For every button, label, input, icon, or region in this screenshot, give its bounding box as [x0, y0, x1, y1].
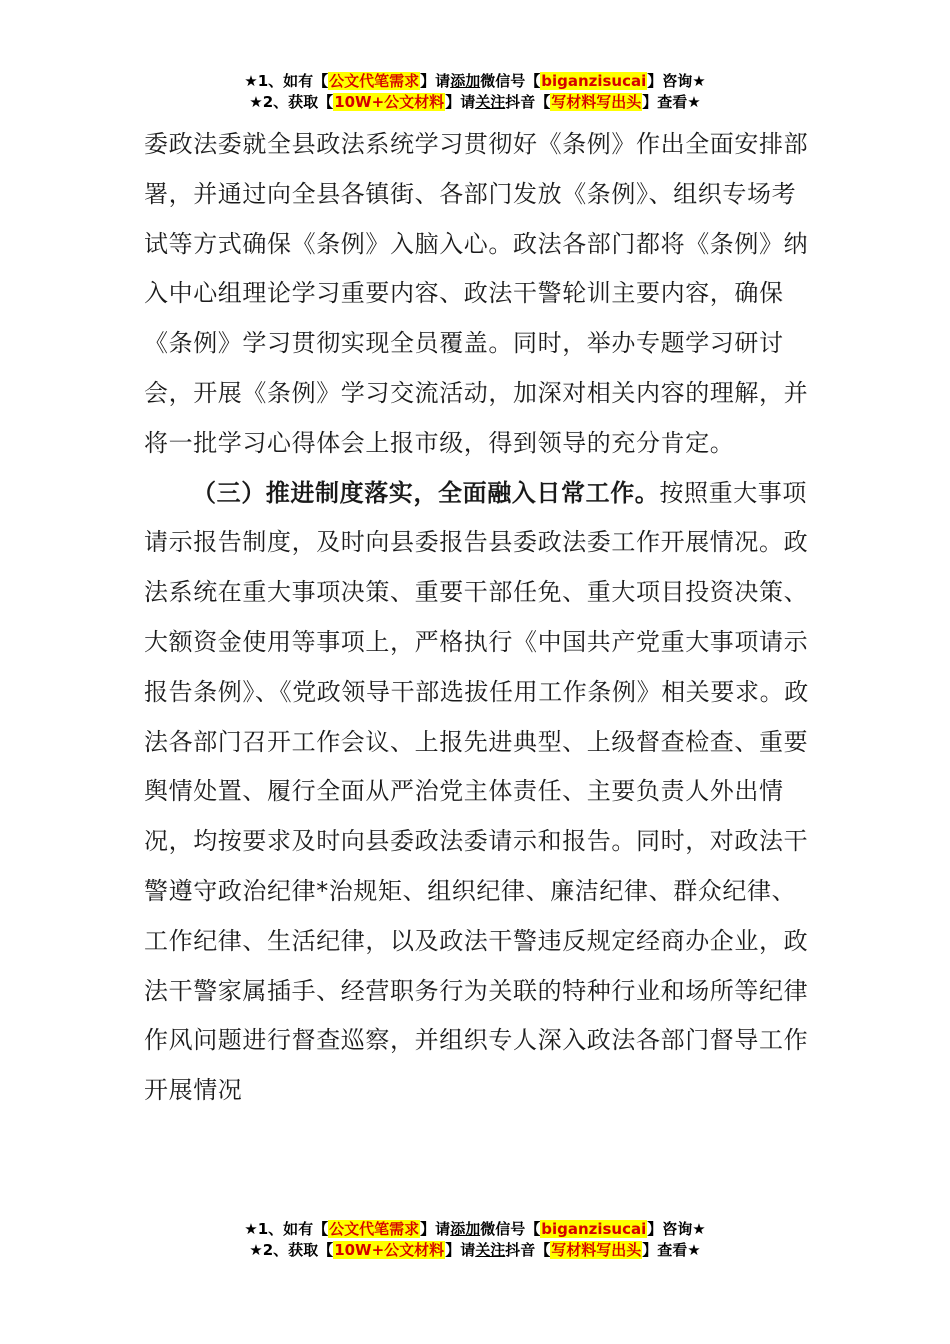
footer-banner [0, 1219, 950, 1261]
header-highlight-service: 公文代笔需求 [329, 72, 420, 90]
footer-line-1: ★1、如有【公文代笔需求】请添加微信号【biganzisucai】咨询★ [244, 1220, 706, 1238]
header-highlight-wechat-id: biganzisucai [541, 72, 647, 90]
document-body [144, 120, 809, 1116]
footer-highlight-materials: 10W+公文材料 [334, 1241, 445, 1259]
footer-highlight-wechat-id: biganzisucai [541, 1220, 647, 1238]
header-line-1: ★1、如有【公文代笔需求】请添加微信号【biganzisucai】咨询★ [244, 72, 706, 90]
paragraph-2 [144, 469, 809, 1116]
header-highlight-douyin: 写材料写出头 [551, 93, 642, 111]
footer-line-2: ★2、获取【10W+公文材料】请关注抖音【写材料写出头】查看★ [249, 1241, 701, 1259]
footer-highlight-douyin: 写材料写出头 [551, 1241, 642, 1259]
paragraph-2-text-b: *治规矩、 [316, 876, 428, 905]
section-heading: （三）推进制度落实，全面融入日常工作。 [192, 478, 660, 507]
header-banner [0, 71, 950, 113]
footer-highlight-service: 公文代笔需求 [329, 1220, 420, 1238]
paragraph-2-text-a: 按照重大事项请示报告制度，及时向县委报告县委政法委工作开展情况。政法系统在重大事项决策、重要干部任免、重大项目投资决策、大额资金使用等事项上，严格执行《中国共产党重大事项请示报告条例》、《党政领导干部选拔任用工作条例》相关要求。政法各部门召开工作会议、上报先进典型、上级督查检查、重要舆情处置、履行全面从严治党主体责任、主要负责人外出情况，均按要求及时向县委政法委请示和报告。同时，对政法干警遵守政治纪律 [144, 478, 809, 905]
header-highlight-materials: 10W+公文材料 [334, 93, 445, 111]
paragraph-1: 委政法委就全县政法系统学习贯彻好《条例》作出全面安排部署，并通过向全县各镇街、各部门发放《条例》、组织专场考试等方式确保《条例》入脑入心。政法各部门都将《条例》纳入中心组理论学习重要内容、政法干警轮训主要内容，确保《条例》学习贯彻实现全员覆盖。同时，举办专题学习研讨会，开展《条例》学习交流活动，加深对相关内容的理解，并将一批学习心得体会上报市级，得到领导的充分肯定。 [144, 130, 809, 457]
header-line-2: ★2、获取【10W+公文材料】请关注抖音【写材料写出头】查看★ [249, 93, 701, 111]
paragraph-2-text-c: 组织纪律、廉洁纪律、群众纪律、工作纪律、生活纪律，以及政法干警违反规定经商办企业，政法干警家属插手、经营职务行为关联的特种行业和场所等纪律作风问题进行督查巡察，并组织专人深入政法各部门督导工作开展情况 [144, 876, 809, 1105]
